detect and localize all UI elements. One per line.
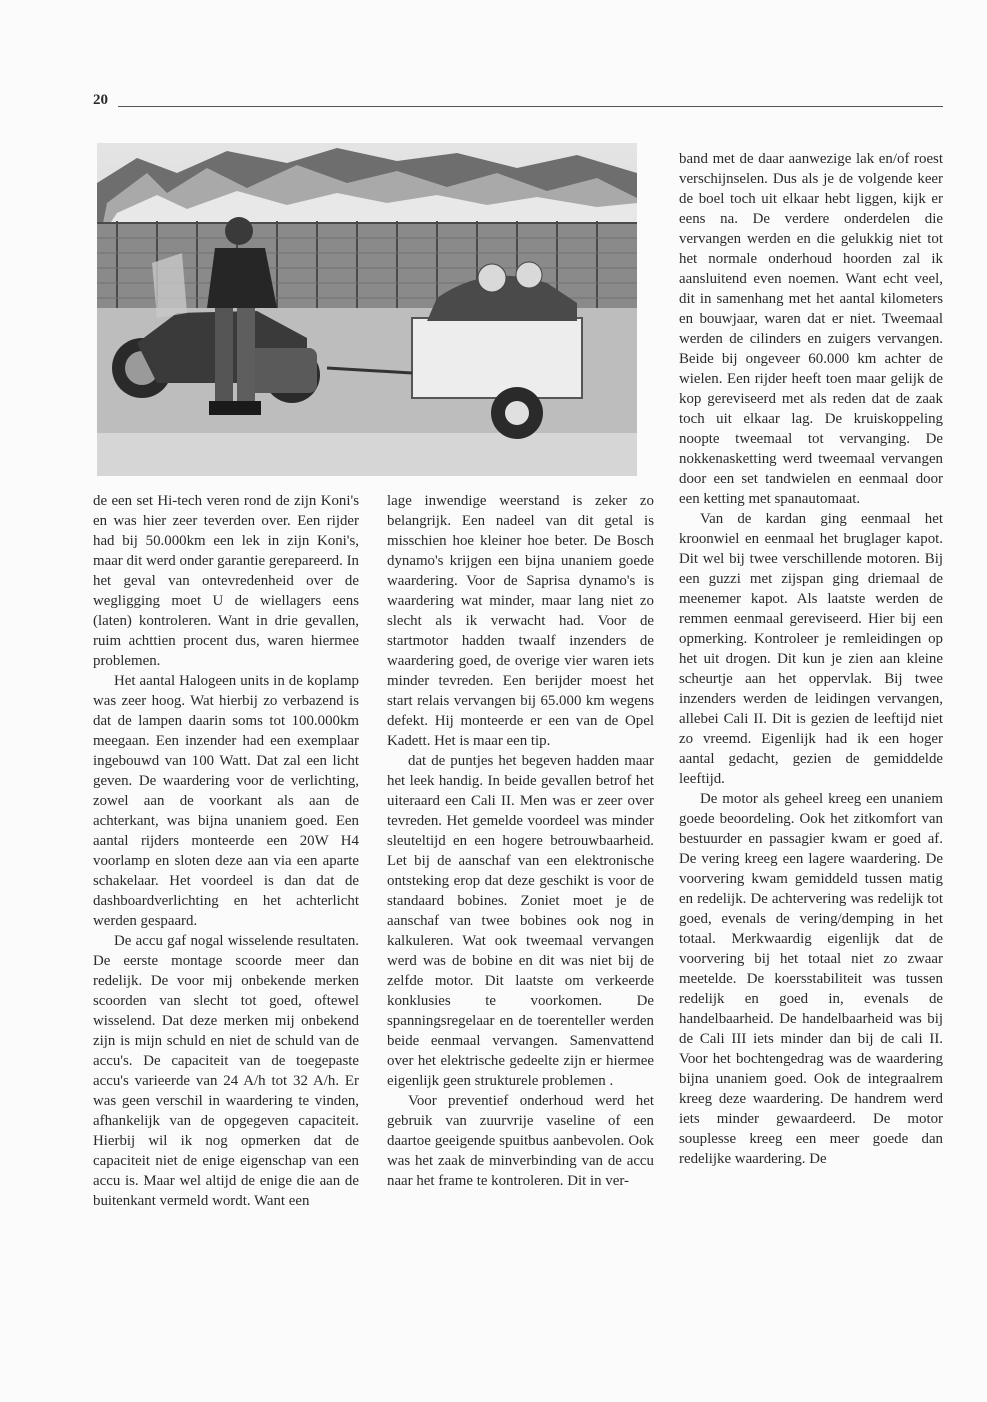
text-column-1: [93, 491, 359, 1211]
motorcycle-trailer-photo: [97, 143, 637, 476]
paragraph: Voor preventief onderhoud werd het gebruik van zuurvrije vaseline of een daartoe geeigende spuitbus aanbevolen. Ook was het zaak de minverbinding van de accu naar het frame te kontroleren. Dit in ver-: [387, 1093, 654, 1189]
paragraph: Het aantal Halogeen units in de koplamp was zeer hoog. Wat hierbij zo verbazend is dat de lampen daarin soms tot 100.000km meegaan. Een inzender had een exemplaar ingebouwd van 100 Watt. Dat zal een licht geven. De waardering voor de verlichting, zowel aan de voorkant als aan de achterkant, was bijna unaniem goed. Een aantal rijders monteerde een 20W H4 voorlamp en sloten deze aan via een aparte schakelaar. Het voordeel is dan dat de dashboardverlichting en het achterlicht werden gespaard.: [93, 673, 359, 929]
photo-illustration: [97, 143, 637, 476]
text-column-2: [387, 491, 654, 1191]
paragraph: De accu gaf nogal wisselende resultaten. De eerste montage scoorde meer dan redelijk. De voor mij onbekende merken scoorden van slecht tot goed, oftewel wisselend. Dat deze merken mij onbekend zijn is mijn schuld en niet de schuld van de accu's. De capaciteit van de toegepaste accu's varieerde van 24 A/h tot 32 A/h. Er was geen verschil in waardering te vinden, afhankelijk van de opgegeven capaciteit. Hierbij wil ik nog opmerken dat de capaciteit niet de enige eigenschap van een accu is. Maar wel altijd de enige die aan de buitenkant vermeld wordt. Want een: [93, 933, 359, 1209]
text-column-3: [679, 149, 943, 1169]
paragraph: dat de puntjes het begeven hadden maar het leek handig. In beide gevallen betrof het uiteraard een Cali II. Men was er zeer over tevreden. Het gemelde voordeel was minder sleuteltijd en een hogere betrouwbaarheid. Let bij de aanschaf van een elektronische ontsteking erop dat deze geschikt is voor de standaard bobines. Zoniet moet je de aanschaf van twee bobines ook nog in kalkuleren. Wat ook tweemaal vervangen werd was de bobine en dit was niet bij de zelfde motor. Dit laatste om verkeerde konklusies te voorkomen. De spanningsregelaar en de toerenteller werden beide eenmaal vervangen. Samenvattend over het elektrische gedeelte zijn er hiermee eigenlijk geen strukturele problemen .: [387, 753, 654, 1089]
paragraph: De motor als geheel kreeg een unaniem goede beoordeling. Ook het zitkomfort van bestuurder en passagier kwam er goed af. De vering kreeg een lagere waardering. De voorvering kwam gemiddeld tussen matig en redelijk. De achtervering was redelijk tot goed, evenals de vering/demping in het totaal. Merkwaardig eigenlijk dat de voorvering bij het totaal niet zo zwaar meetelde. De koersstabiliteit was tussen redelijk en goed in, evenals de handelbaarheid. De handelbaarheid was bij de Cali III iets minder dan bij de cali II. Voor het bochtengedrag was de waardering bijna unaniem goed. Ook de integraalrem kreeg deze waardering. De handrem werd iets minder gewaardeerd. De motor souplesse kreeg een meer goede dan redelijke waardering. De: [679, 791, 943, 1167]
header-rule: [118, 106, 943, 107]
paragraph: de een set Hi-tech veren rond de zijn Koni's en was hier zeer teverden over. Een rijder had bij 50.000km een lek in zijn Koni's, maar dit werd onder garantie gerepareerd. In het geval van ontevredenheid over de wegligging moet U de wiellagers eens (laten) kontroleren. Want in drie gevallen, ruim achttien procent dus, waren hiermee problemen.: [93, 493, 359, 669]
paragraph: band met de daar aanwezige lak en/of roest verschijnselen. Dus als je de volgende keer de boel toch uit elkaar hebt liggen, kijk er eens na. De verdere onderdelen die vervangen werden en die gelukkig niet tot het normale onderhoud hoorden zal ik aansluitend even noemen. Want echt veel, dit in samenhang met het aantal kilometers en bouwjaar, waren dat er niet. Tweemaal werden de cilinders en zuigers vervangen. Beide bij ongeveer 60.000 km achter de wielen. Een rijder heeft toen maar gelijk de kop gereviseerd met als reden dat de zaak toch uit elkaar lag. De kruiskoppeling noopte tweemaal tot vervanging. De nokkenasketting werd tweemaal vervangen door een set tandwielen en eenmaal door een ketting met spanautomaat.: [679, 151, 943, 507]
paragraph: lage inwendige weerstand is zeker zo belangrijk. Een nadeel van dit getal is misschien hoe kleiner hoe beter. De Bosch dynamo's krijgen een bijna unaniem goede waardering. Voor de Saprisa dynamo's is waardering wat minder, maar lang niet zo slecht als ik verwacht had. Voor de startmotor hadden twaalf inzenders de waardering goed, de overige vier waren iets minder tevreden. Een berijder moest het start relais vervangen bij 65.000 km wegens defekt. Hij monteerde er een van de Opel Kadett. Het is maar een tip.: [387, 493, 654, 749]
paragraph: Van de kardan ging eenmaal het kroonwiel en eenmaal het bruglager kapot. Dit wel bij twee verschillende motoren. Bij een guzzi met zijspan ging driemaal de meenemer kapot. Als laatste werden de remmen eenmaal gereviseerd. Hier bij een opmerking. Kontroleer je remleidingen op het uit drogen. Dit kun je zien aan kleine scheurtje aan het oppervlak. Bij twee inzenders werden de leidingen vervangen, allebei Cali II. Dit is gezien de leeftijd niet zo vreemd. Eigenlijk had ik een hoger aantal gedacht, gezien de gemiddelde leeftijd.: [679, 511, 943, 787]
page-number: 20: [93, 92, 108, 108]
